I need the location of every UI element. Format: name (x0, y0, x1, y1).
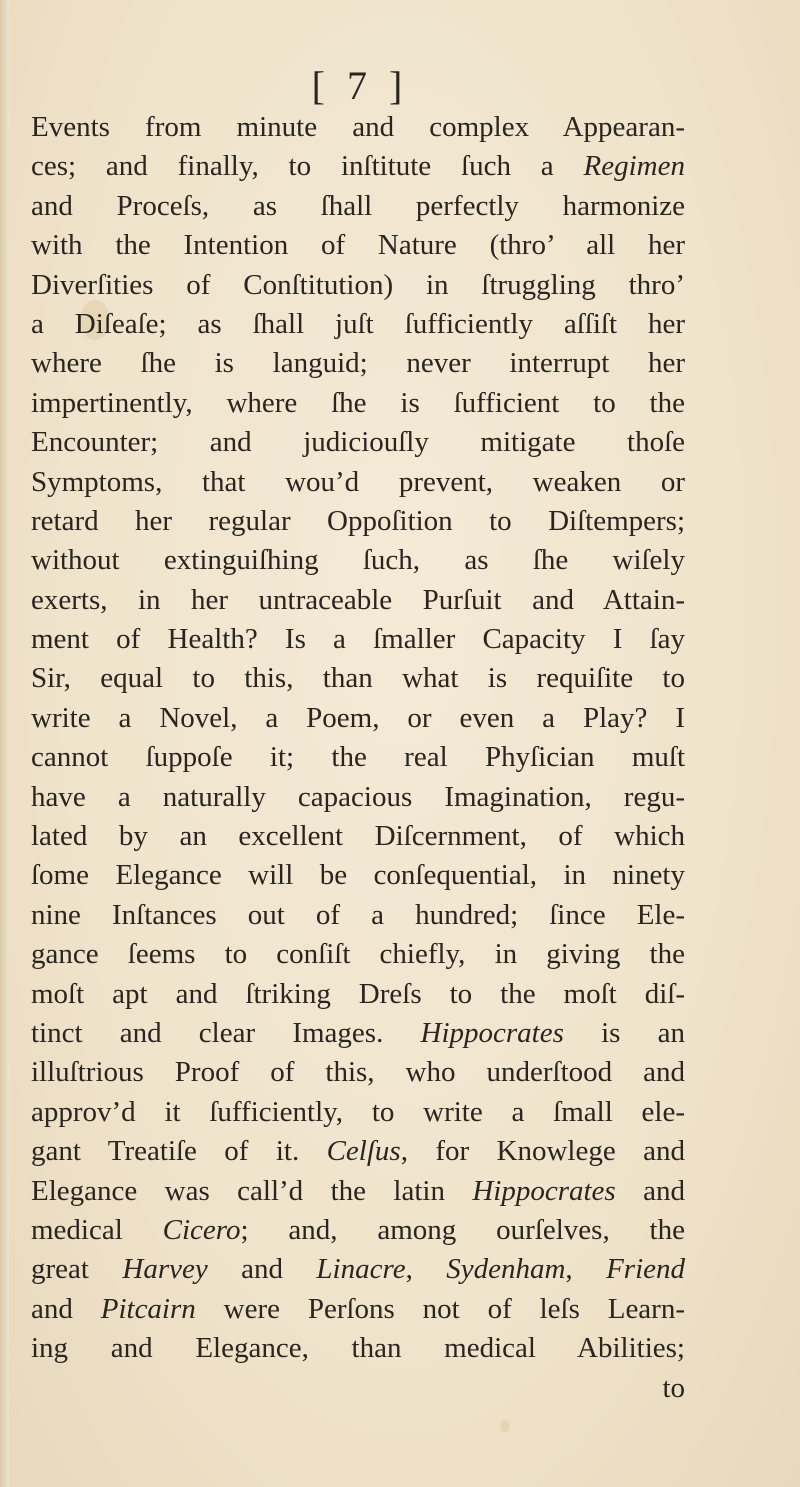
text-segment: and (615, 1174, 685, 1207)
text-line (31, 817, 685, 856)
text-segment: gant Treatiſe of it. (31, 1135, 327, 1168)
text-segment: gance ſeems to conſiſt chiefly, in giving the (31, 938, 685, 971)
text-segment: lated by an excellent Diſcernment, of which (31, 820, 685, 853)
text-segment: without extinguiſhing ſuch, as ſhe wiſely (31, 544, 685, 577)
text-segment: moſt apt and ſtriking Dreſs to the moſt diſ- (31, 977, 685, 1010)
text-line (31, 1329, 685, 1368)
text-line (31, 856, 685, 895)
text-segment: is an (563, 1016, 685, 1049)
text-segment: , for Knowlege and (400, 1135, 685, 1168)
text-segment: ces; and finally, to inſtitute ſuch a (31, 150, 584, 183)
italic-name: Sydenham (446, 1253, 566, 1286)
italic-name: Pitcairn (100, 1292, 196, 1325)
text-segment: exerts, in her untraceable Purſuit and Attain- (31, 583, 685, 616)
text-line (31, 1211, 685, 1250)
text-segment: to (662, 1371, 685, 1404)
text-line (31, 1369, 685, 1408)
text-segment: with the Intention of Nature (thro’ all her (31, 229, 685, 262)
italic-name: Hippocrates (420, 1016, 564, 1049)
italic-name: Harvey (122, 1253, 208, 1286)
text-segment: tinct and clear Images. (31, 1016, 421, 1049)
text-line (31, 305, 685, 344)
italic-name: Regimen (583, 150, 685, 183)
text-segment: ment of Health? Is a ſmaller Capacity I ſay (31, 623, 685, 656)
text-segment: Elegance was call’d the latin (31, 1174, 473, 1207)
text-line (31, 463, 685, 502)
text-line (31, 1093, 685, 1132)
text-segment: , (405, 1253, 447, 1286)
italic-name: Linacre (316, 1253, 406, 1286)
text-line (31, 502, 685, 541)
text-segment: and (207, 1253, 317, 1286)
text-line (31, 659, 685, 698)
text-line (31, 344, 685, 383)
text-segment: Events from minute and complex Appearan- (31, 111, 685, 143)
text-segment: medical (31, 1213, 163, 1246)
paper-stain (500, 1420, 510, 1432)
text-line (31, 1053, 685, 1092)
text-line (31, 541, 685, 580)
text-segment: impertinently, where ſhe is ſufficient to the (31, 386, 685, 419)
text-line (31, 1250, 685, 1289)
text-segment: illuſtrious Proof of this, who underſtood and (31, 1056, 685, 1089)
text-segment: approv’d it ſufficiently, to write a ſmall ele- (31, 1095, 685, 1128)
text-segment: nine Inſtances out of a hundred; ſince Ele- (31, 898, 685, 931)
text-segment: and Proceſs, as ſhall perfectly harmonize (31, 189, 685, 222)
italic-name: Hippocrates (472, 1174, 616, 1207)
body-text (31, 108, 685, 1408)
text-segment: retard her regular Oppoſition to Diſtempers; (31, 504, 685, 537)
text-line (31, 187, 685, 226)
text-segment: write a Novel, a Poem, or even a Play? I (31, 701, 685, 734)
italic-name: Cicero (162, 1213, 241, 1246)
text-line (31, 1172, 685, 1211)
text-segment: , (565, 1253, 607, 1286)
text-line (31, 1014, 685, 1053)
text-segment: were Perſons not of leſs Learn- (195, 1292, 685, 1325)
text-line (31, 1132, 685, 1171)
text-line (31, 384, 685, 423)
text-segment: ſome Elegance will be conſequential, in ninety (31, 859, 685, 892)
text-segment: Diverſities of Conſtitution) in ſtruggling thro’ (31, 268, 685, 301)
text-line (31, 147, 685, 186)
text-segment: Symptoms, that wou’d prevent, weaken or (31, 465, 685, 498)
page-edge (0, 0, 9, 1487)
text-segment: where ſhe is languid; never interrupt her (31, 347, 685, 380)
text-segment: and (31, 1292, 101, 1325)
text-line (31, 896, 685, 935)
italic-name: Celſus (326, 1135, 401, 1168)
italic-name: Friend (606, 1253, 686, 1286)
text-segment: ; and, among ourſelves, the (240, 1213, 685, 1246)
text-line (31, 581, 685, 620)
text-line (31, 975, 685, 1014)
page-number: [ 7 ] (311, 63, 409, 108)
text-segment: have a naturally capacious Imagination, regu- (31, 780, 685, 813)
text-segment: ing and Elegance, than medical Abilities; (31, 1332, 685, 1365)
text-segment: Sir, equal to this, than what is requiſite to (31, 662, 685, 695)
text-line (31, 935, 685, 974)
text-line (31, 1290, 685, 1329)
text-line (31, 266, 685, 305)
text-line (31, 108, 685, 147)
text-segment: Encounter; and judiciouſly mitigate thoſe (31, 426, 685, 459)
text-line (31, 423, 685, 462)
text-segment: a Diſeaſe; as ſhall juſt ſufficiently aſſiſt her (31, 307, 685, 340)
text-line (31, 699, 685, 738)
text-line (31, 620, 685, 659)
text-segment: great (31, 1253, 123, 1286)
text-line (31, 778, 685, 817)
text-segment: cannot ſuppoſe it; the real Phyſician muſt (31, 741, 685, 774)
text-line (31, 226, 685, 265)
text-line (31, 738, 685, 777)
